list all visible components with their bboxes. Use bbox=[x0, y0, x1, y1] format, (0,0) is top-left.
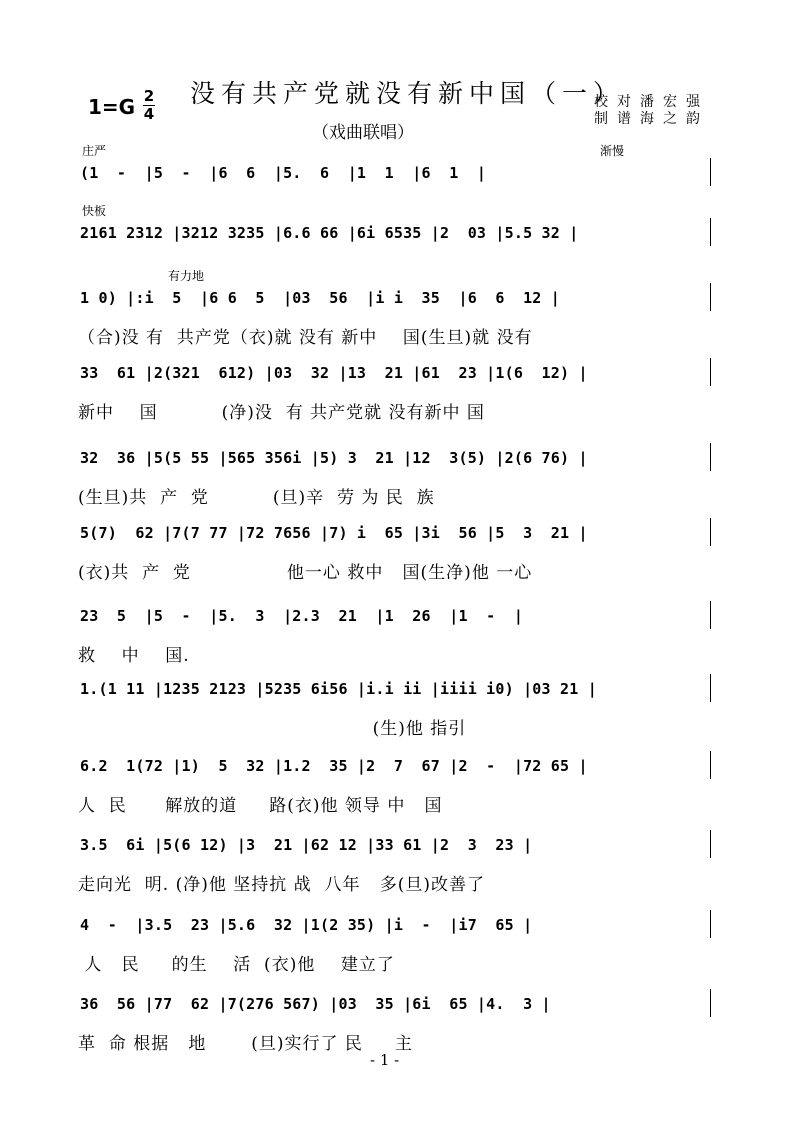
notation-line: 2161 2312 |3212 3235 |6.6 66 |6i 6535 |2 03 |5.5 32 | bbox=[80, 224, 579, 242]
end-barline bbox=[710, 358, 711, 386]
tempo-mark: 有力地 bbox=[168, 269, 205, 283]
lyrics-line: 走向光 明. (净)他 坚持抗 战 八年 多(旦)改善了 bbox=[78, 875, 485, 895]
end-barline bbox=[710, 601, 711, 629]
end-barline bbox=[710, 751, 711, 779]
song-subtitle: （戏曲联唱） bbox=[312, 123, 414, 143]
lyrics-line: 革 命 根据 地 (旦)实行了 民 主 bbox=[78, 1034, 413, 1054]
tempo-mark: 快板 bbox=[82, 204, 107, 218]
time-denominator: 4 bbox=[143, 105, 155, 123]
notation-line: 36 56 |77 62 |7(276 567) |03 35 |6i 65 |4. 3 | bbox=[80, 995, 551, 1013]
notation-line: 6.2 1(72 |1) 5 32 |1.2 35 |2 7 67 |2 - |72 65 | bbox=[80, 757, 588, 775]
notation-line: 1 0) |:i 5 |6 6 5 |03 56 |i i 35 |6 6 12 | bbox=[80, 289, 560, 307]
lyrics-line: （合)没 有 共产党（衣)就 没有 新中 国(生旦)就 没有 bbox=[78, 328, 533, 348]
notation-line: 32 36 |5(5 55 |565 356i |5) 3 21 |12 3(5) |2(6 76) | bbox=[80, 449, 588, 467]
end-barline bbox=[710, 989, 711, 1017]
time-numerator: 2 bbox=[143, 87, 155, 105]
lyrics-line: 救 中 国. bbox=[78, 646, 190, 666]
end-barline bbox=[710, 830, 711, 858]
lyrics-line: 人 民 解放的道 路(衣)他 领导 中 国 bbox=[78, 796, 443, 816]
end-barline bbox=[710, 674, 711, 702]
credit-proofread: 校对潘宏强 bbox=[594, 94, 709, 110]
lyrics-line: (生)他 指引 bbox=[78, 719, 467, 739]
credits bbox=[594, 94, 709, 128]
end-barline bbox=[710, 910, 711, 938]
notation-line: 1.(1 11 |1235 2123 |5235 6i56 |i.i ii |iiii i0) |03 21 | bbox=[80, 680, 597, 698]
end-barline bbox=[710, 443, 711, 471]
end-barline bbox=[710, 518, 711, 546]
tempo-mark: 渐慢 bbox=[600, 144, 625, 158]
key-signature: 1=G bbox=[88, 95, 136, 119]
song-title: 没有共产党就没有新中国（一） bbox=[190, 79, 625, 108]
time-signature bbox=[143, 88, 155, 122]
page-number: - 1 - bbox=[370, 1051, 400, 1069]
notation-line: 4 - |3.5 23 |5.6 32 |1(2 35) |i - |i7 65 | bbox=[80, 916, 533, 934]
lyrics-line: 人 民 的生 活 (衣)他 建立了 bbox=[78, 955, 395, 975]
notation-line: 23 5 |5 - |5. 3 |2.3 21 |1 26 |1 - | bbox=[80, 607, 524, 625]
end-barline bbox=[710, 158, 711, 186]
notation-line: 5(7) 62 |7(7 77 |72 7656 |7) i 65 |3i 56 |5 3 21 | bbox=[80, 524, 588, 542]
notation-line: (1 - |5 - |6 6 |5. 6 |1 1 |6 1 | bbox=[80, 164, 487, 182]
notation-line: 33 61 |2(321 612) |03 32 |13 21 |61 23 |1(6 12) | bbox=[80, 364, 588, 382]
lyrics-line: 新中 国 (净)没 有 共产党就 没有新中 国 bbox=[78, 403, 485, 423]
tempo-mark: 庄严 bbox=[82, 144, 107, 158]
credit-notation: 制谱海之韵 bbox=[594, 111, 709, 127]
notation-line: 3.5 6i |5(6 12) |3 21 |62 12 |33 61 |2 3 23 | bbox=[80, 836, 533, 854]
lyrics-line: (生旦)共 产 党 (旦)辛 劳 为 民 族 bbox=[78, 488, 435, 508]
end-barline bbox=[710, 218, 711, 246]
end-barline bbox=[710, 283, 711, 311]
lyrics-line: (衣)共 产 党 他一心 救中 国(生净)他 一心 bbox=[78, 563, 533, 583]
